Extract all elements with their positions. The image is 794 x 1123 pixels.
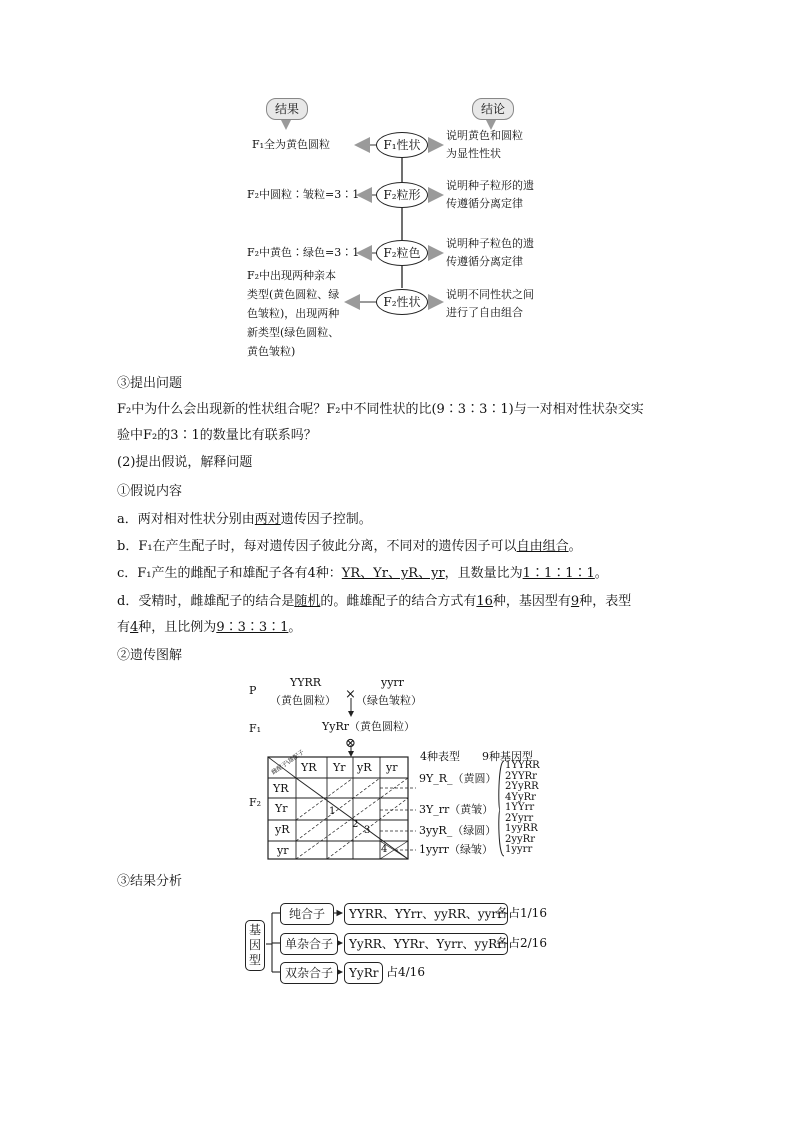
text: 种，表型 [579, 594, 632, 609]
result-f2-color: F₂中黄色∶绿色=3∶1 [247, 246, 360, 259]
conclusion-shape-line1: 说明种子粒形的遗 [446, 179, 534, 192]
genotype-item: 2YyRR [505, 781, 539, 792]
text: d．受精时，雌雄配子的结合是 [117, 594, 295, 609]
hypo-item-d-line2 [117, 618, 301, 638]
underlined-answer: 4 [130, 620, 139, 635]
gamete-row: yr [277, 844, 289, 857]
double-heterozygote-share: 占4/16 [386, 965, 425, 979]
parent1-genotype: YYRR [290, 676, 322, 689]
genotype-item: 1YYRR [505, 760, 540, 771]
text: ，且数量比为 [444, 566, 523, 581]
hypo-item-c [117, 564, 608, 584]
text: 种，基因型有 [492, 594, 571, 609]
result-f2-traits-line: 黄色皱粒) [247, 345, 296, 358]
text: c．F₁产生的雌配子和雄配子各有4种： [117, 566, 342, 581]
underlined-answer: 自由组合 [516, 539, 569, 554]
parent2-genotype: yyrr [381, 676, 404, 689]
genotype-item: 2Yyrr [505, 812, 534, 824]
single-heterozygote-result-box: YyRR、YYRr、Yyrr、yyRr [344, 933, 508, 955]
conclusion-f1-line2: 为显性性状 [446, 147, 501, 160]
node-f2-traits: F₂性状 [376, 289, 428, 315]
underlined-answer: 9∶3∶3∶1 [216, 620, 289, 635]
genotype-item: 1yyRR [505, 823, 538, 834]
f1-genotype: YyRr（黄色圆粒） [322, 720, 416, 733]
ask-question-line2: 验中F₂的3∶1的数量比有联系吗？ [117, 428, 317, 443]
single-heterozygote-share: 各占2/16 [496, 936, 547, 950]
punnett-corner-label: 雌配子\雄配子 [270, 748, 306, 777]
text: b．F₁在产生配子时，每对遗传因子彼此分离，不同对的遗传因子可以 [117, 539, 517, 554]
selfing-symbol: ⊗ [345, 736, 356, 751]
gamete-row: YR [273, 782, 289, 795]
text: 有 [117, 620, 131, 635]
result-label: 结果 [266, 98, 308, 120]
cell-mark: 3 [364, 825, 371, 836]
result-f2-traits [247, 266, 339, 361]
hypo-item-a [117, 510, 372, 530]
cell-mark: 2 [352, 819, 359, 830]
gamete-row: Yr [275, 802, 288, 815]
cell-mark: 1 [329, 806, 336, 817]
root-char: 型 [249, 953, 262, 967]
result-f2-traits-line: 新类型(绿色圆粒、 [247, 326, 340, 339]
analysis-heading: ③结果分析 [117, 874, 183, 889]
conclusion-color-line2: 传遵循分离定律 [446, 255, 523, 268]
double-heterozygote-result-box: YyRr [344, 962, 383, 984]
phenotype-row: 3Y_rr（黄皱） [419, 803, 494, 816]
parent2-phenotype: （绿色皱粒） [356, 694, 422, 707]
hypo-item-d-line1 [117, 592, 631, 612]
node-f2-color: F₂粒色 [376, 240, 428, 266]
cell-mark: 4 [381, 844, 388, 855]
text: 种，且比例为 [138, 620, 217, 635]
result-f1: F₁全为黄色圆粒 [252, 138, 331, 151]
double-heterozygote-box: 双杂合子 [280, 962, 338, 984]
result-f2-shape: F₂中圆粒∶皱粒=3∶1 [247, 188, 360, 201]
text: 。 [594, 566, 608, 581]
homozygote-result-box: YYRR、YYrr、yyRR、yyrr [344, 903, 508, 925]
text: a．两对相对性状分别由 [117, 512, 255, 527]
conclusion-label: 结论 [472, 98, 514, 120]
f1-label: F₁ [249, 722, 262, 735]
single-heterozygote-box: 单杂合子 [280, 933, 338, 955]
homozygote-share: 各占1/16 [496, 906, 547, 920]
genotype-item: 4YyRr [505, 791, 536, 803]
genotype-item: 1YYrr [505, 802, 535, 813]
diagram-heading: ②遗传图解 [117, 648, 183, 663]
underlined-answer: 1∶1∶1∶1 [522, 566, 595, 581]
underlined-answer: 随机 [294, 594, 321, 609]
conclusion-shape-line2: 传遵循分离定律 [446, 197, 523, 210]
node-f2-shape: F₂粒形 [376, 182, 428, 208]
phenotype-row: 1yyrr（绿皱） [419, 843, 493, 856]
p-label: P [249, 684, 257, 697]
phenotype-count-header: 4种表型 [420, 750, 460, 763]
conclusion-color-line1: 说明种子粒色的遗 [446, 237, 534, 250]
gamete-col: yR [357, 761, 372, 774]
gamete-col: yr [386, 761, 398, 774]
text: 。 [568, 539, 582, 554]
phenotype-row: 3yyR_（绿圆） [419, 824, 497, 837]
result-f2-traits-line: 色皱粒)，出现两种 [247, 307, 340, 320]
root-char: 因 [249, 938, 262, 952]
underlined-answer: 两对 [254, 512, 281, 527]
underlined-answer: 9 [570, 594, 580, 609]
f2-label: F₂ [249, 796, 262, 809]
underlined-answer: 16 [476, 594, 493, 609]
hypo-heading: (2)提出假说，解释问题 [117, 455, 253, 470]
underlined-answer: YR、Yr、yR、yr [341, 566, 445, 581]
text: 。 [288, 620, 302, 635]
parent1-phenotype: （黄色圆粒） [270, 694, 336, 707]
genotype-item: 2YYRr [505, 770, 537, 782]
genotype-item: 1yyrr [505, 844, 533, 855]
hypo-item-b [117, 537, 582, 557]
genotype-list [505, 761, 540, 856]
genotype-root-box [245, 920, 265, 971]
conclusion-traits-line1: 说明不同性状之间 [446, 288, 534, 301]
root-char: 基 [249, 923, 262, 937]
result-f2-traits-line: 类型(黄色圆粒、绿 [247, 288, 340, 301]
gamete-col: YR [301, 761, 317, 774]
gamete-row: yR [275, 823, 290, 836]
result-f2-traits-line: F₂中出现两种亲本 [247, 269, 337, 282]
cross-symbol: × [345, 687, 356, 702]
node-f1-trait: F₁性状 [376, 132, 428, 158]
genotype-count-header: 9种基因型 [482, 750, 533, 763]
ask-question-line1: F₂中为什么会出现新的性状组合呢？F₂中不同性状的比(9∶3∶3∶1)与一对相对性状杂交实 [117, 402, 644, 417]
text: 遗传因子控制。 [280, 512, 372, 527]
homozygote-box: 纯合子 [280, 903, 334, 925]
hypo-subheading: ①假说内容 [117, 484, 183, 499]
conclusion-traits-line2: 进行了自由组合 [446, 306, 523, 319]
phenotype-row: 9Y_R_（黄圆） [419, 772, 497, 785]
genotype-item: 2yyRr [505, 833, 535, 845]
ask-heading: ③提出问题 [117, 376, 183, 391]
gamete-col: Yr [333, 761, 346, 774]
text: 的。雌雄配子的结合方式有 [320, 594, 477, 609]
conclusion-f1-line1: 说明黄色和圆粒 [446, 129, 523, 142]
